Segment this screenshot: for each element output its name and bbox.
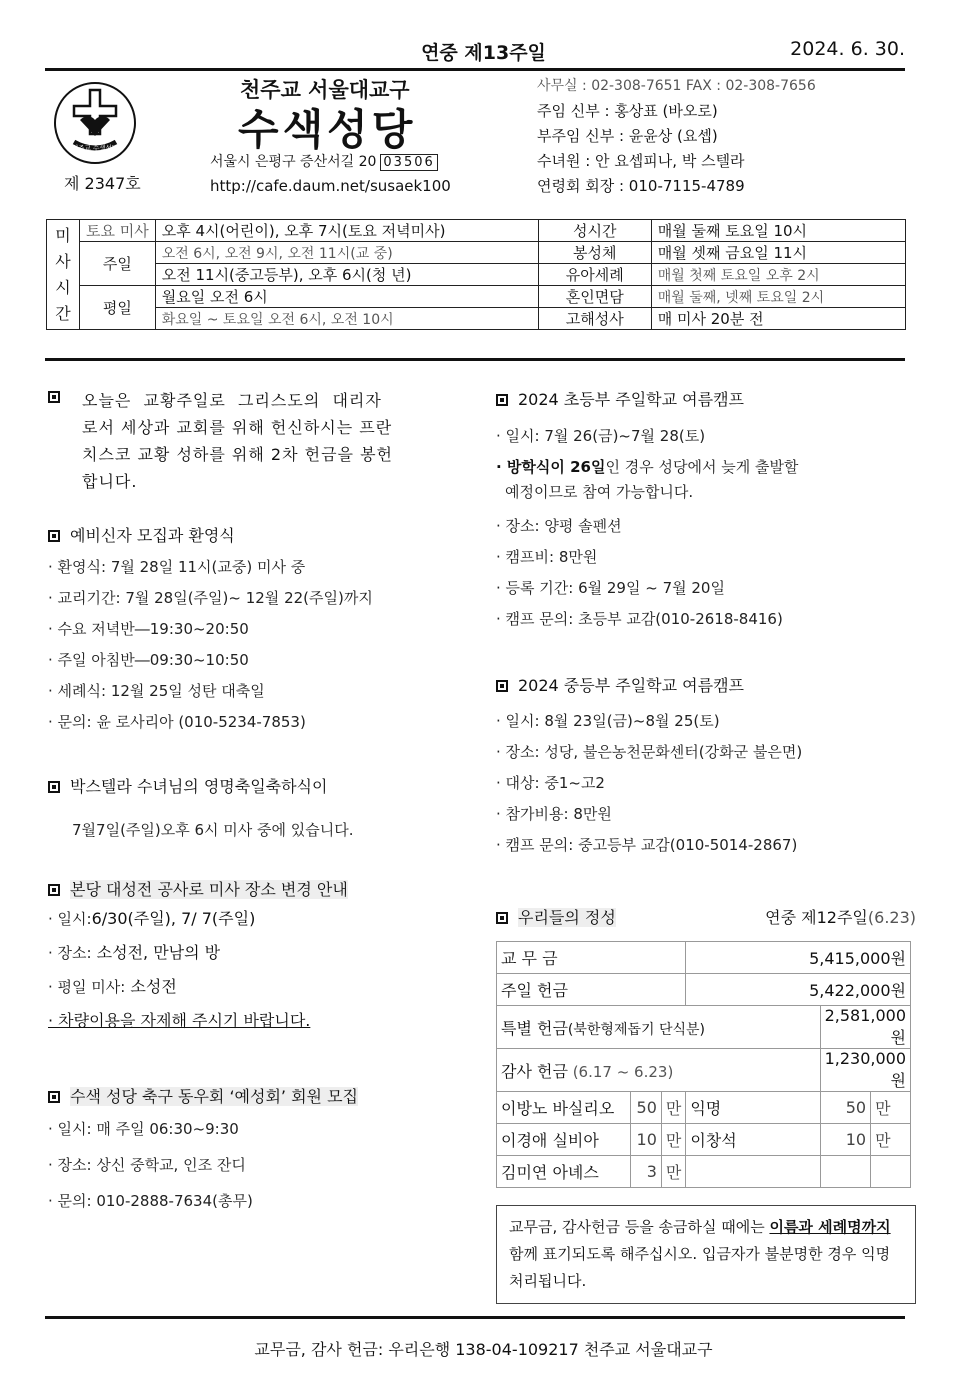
camp1-date: · 일시: 7월 26(금)~7월 28(토) (496, 427, 706, 445)
event-communion: 봉성체 (538, 242, 651, 264)
list-item: · 교리기간: 7월 28일(주일)~ 12월 22(주일)까지 (48, 589, 373, 607)
offering-label: 교 무 금 (497, 942, 686, 974)
camp1-note-2: 예정이므로 참여 가능합니다. (505, 483, 694, 501)
parish-name: 수색성당 (238, 105, 417, 154)
offering-label: 특별 헌금(북한형제돕기 단식분) (497, 1006, 821, 1049)
assistant-pastor: 부주임 신부 : 윤윤상 (요셉) (537, 127, 718, 145)
issue-number: 제 2347호 (64, 174, 141, 193)
intro-line: 로서 세상과 교회를 위해 헌신하시는 프란 (82, 418, 393, 437)
construction-section (48, 877, 468, 1037)
bank-account-footer: 교무금, 감사 헌금: 우리은행 138-04-109217 천주교 서울대교구 (254, 1340, 713, 1359)
donor-name: 이경애 실비아 (497, 1124, 631, 1156)
catechumen-section (48, 523, 468, 738)
list-item: · 환영식: 7월 28일 11시(교중) 미사 중 (48, 558, 306, 576)
donor-unit: 만 (661, 1124, 685, 1156)
contact-block (537, 74, 816, 199)
intro-line: 합니다. (82, 472, 138, 491)
soccer-title: 수색 성당 축구 동우회 ‘예성회’ 회원 모집 (48, 1084, 468, 1107)
parking-notice: · 차량이용을 자제해 주시기 바랍니다. (48, 1011, 311, 1030)
weekday-mass-time-2: 화요일 ~ 토요일 오전 6시, 오전 10시 (155, 308, 538, 330)
list-item: · 캠프 문의: 중고등부 교감(010-5014-2867) (496, 836, 798, 854)
sunday-mass-time-1: 오전 6시, 오전 9시, 오전 11시(교 중) (155, 242, 538, 264)
donor-name: 이창석 (686, 1124, 820, 1156)
donor-amount: 3 (631, 1156, 662, 1188)
table-row (497, 942, 911, 974)
weekday-mass-label: 평일 (80, 286, 156, 330)
parish-address (210, 151, 438, 171)
donor-amount (820, 1156, 871, 1188)
construction-place: · 장소: 소성전, 만남의 방 (48, 943, 221, 962)
offering-week: 연중 제12주일(6.23) (765, 908, 916, 927)
offering-amount: 1,230,000원 (820, 1049, 910, 1092)
offering-label: 감사 헌금 (6.17 ~ 6.23) (497, 1049, 821, 1092)
donor-unit: 만 (661, 1156, 685, 1188)
donor-row (497, 1156, 911, 1188)
camp1-section (496, 387, 916, 635)
list-item: · 세례식: 12월 25일 성탄 대축일 (48, 682, 265, 700)
list-item: · 장소: 양평 솔펜션 (496, 517, 622, 535)
holy-hour-time: 매월 둘째 토요일 10시 (651, 220, 905, 242)
offering-title: 우리들의 정성 연중 제12주일(6.23) (496, 905, 916, 928)
list-item: · 문의: 010-2888-7634(총무) (48, 1192, 253, 1210)
construction-weekday: · 평일 미사: 소성전 (48, 977, 177, 996)
table-row (497, 1006, 911, 1049)
donor-unit (871, 1156, 911, 1188)
donor-unit: 만 (871, 1124, 911, 1156)
list-item: · 수요 저녁반―19:30~20:50 (48, 620, 249, 638)
funeral-council: 연령회 회장 : 010-7115-4789 (537, 177, 745, 195)
list-item: · 캠프비: 8만원 (496, 548, 598, 566)
offering-amount: 5,415,000원 (686, 942, 911, 974)
saturday-mass-time: 오후 4시(어린이), 오후 7시(토요 저녁미사) (155, 220, 538, 242)
donor-amount: 50 (631, 1092, 662, 1124)
construction-title: 본당 대성전 공사로 미사 장소 변경 안내 (48, 877, 468, 900)
donor-amount: 50 (820, 1092, 871, 1124)
construction-date: · 일시:6/30(주일), 7/ 7(주일) (48, 909, 256, 928)
convent: 수녀원 : 안 요셉피나, 박 스텔라 (537, 152, 745, 170)
donor-amount: 10 (631, 1124, 662, 1156)
list-item: · 캠프 문의: 초등부 교감(010-2618-8416) (496, 610, 783, 628)
list-item: · 참가비용: 8만원 (496, 805, 612, 823)
event-marriage: 혼인면담 (538, 286, 651, 308)
mass-schedule-table (46, 219, 906, 330)
communion-time: 매월 셋째 금요일 11시 (651, 242, 905, 264)
weekday-mass-time-1: 월요일 오전 6시 (155, 286, 538, 308)
event-confession: 고해성사 (538, 308, 651, 330)
camp1-note: · 방학식이 26일인 경우 성당에서 늦게 출발할 (496, 458, 799, 476)
donor-name (686, 1156, 820, 1188)
logo-text: 천주교 수색성당 (71, 144, 119, 152)
archdiocese-name: 천주교 서울대교구 (240, 78, 410, 102)
offering-amount: 5,422,000원 (686, 974, 911, 1006)
office-phone: 사무실 : 02-308-7651 FAX : 02-308-7656 (537, 78, 816, 94)
intro-notice (48, 387, 458, 495)
list-item: · 문의: 윤 로사리아 (010-5234-7853) (48, 713, 306, 731)
event-infant-baptism: 유아세례 (538, 264, 651, 286)
infant-baptism-time: 매월 첫째 토요일 오후 2시 (651, 264, 905, 286)
sister-feast-section (48, 774, 468, 840)
list-item: · 장소: 성당, 불은농천문화센터(강화군 불은면) (496, 743, 803, 761)
saturday-mass-label: 토요 미사 (80, 220, 156, 242)
offering-table (496, 941, 911, 1188)
intro-line: 오늘은 교황주일로 그리스도의 대리자 (82, 391, 382, 410)
list-item: · 일시: 매 주일 06:30~9:30 (48, 1120, 239, 1138)
catechumen-title: 예비신자 모집과 환영식 (48, 523, 468, 546)
list-item: · 장소: 상신 중학교, 인조 잔디 (48, 1156, 246, 1174)
middle-rule (45, 358, 905, 361)
sunday-mass-label: 주일 (80, 242, 156, 286)
donor-name: 김미연 아녜스 (497, 1156, 631, 1188)
camp2-section (496, 673, 916, 861)
donor-row (497, 1092, 911, 1124)
list-item: · 등록 기간: 6월 29일 ~ 7월 20일 (496, 579, 725, 597)
soccer-section (48, 1084, 468, 1219)
donor-name: 이방노 바실리오 (497, 1092, 631, 1124)
sister-feast-body: 7월7일(주일)오후 6시 미사 중에 있습니다. (72, 821, 354, 839)
cafe-url[interactable]: http://cafe.daum.net/susaek100 (210, 177, 451, 195)
zip-code: 03506 (380, 154, 437, 171)
remittance-note: 교무금, 감사헌금 등을 송금하실 때에는 이름과 세례명까지 함께 표기되도록 해주십시오. 입금자가 불분명한 경우 익명 처리됩니다. (496, 1205, 916, 1304)
mass-time-label: 미 사 시 간 (47, 220, 80, 330)
donor-unit: 만 (871, 1092, 911, 1124)
marriage-time: 매월 둘째, 넷째 토요일 2시 (651, 286, 905, 308)
offering-label: 주일 헌금 (497, 974, 686, 1006)
donor-name: 익명 (686, 1092, 820, 1124)
address-text: 서울시 은평구 증산서길 20 (210, 154, 377, 170)
list-item: · 대상: 중1~고2 (496, 774, 605, 792)
camp2-title: 2024 중등부 주일학교 여름캠프 (496, 673, 916, 696)
donor-amount: 10 (820, 1124, 871, 1156)
top-rule (45, 68, 905, 71)
donor-row (497, 1124, 911, 1156)
camp1-title: 2024 초등부 주일학교 여름캠프 (496, 387, 916, 410)
bulletin-date: 2024. 6. 30. (790, 38, 905, 60)
confession-time: 매 미사 20분 전 (651, 308, 905, 330)
parish-logo-icon (52, 80, 138, 166)
table-row (497, 974, 911, 1006)
bottom-rule (45, 1316, 905, 1319)
intro-line: 치스코 교황 성하를 위해 2차 헌금을 봉헌 (82, 445, 393, 464)
week-title: 연중 제13주일 (421, 42, 546, 64)
event-holy-hour: 성시간 (538, 220, 651, 242)
pastor: 주임 신부 : 홍상표 (바오로) (537, 102, 718, 120)
list-item: · 주일 아침반―09:30~10:50 (48, 651, 249, 669)
donor-unit: 만 (661, 1092, 685, 1124)
sunday-mass-time-2: 오전 11시(중고등부), 오후 6시(청 년) (155, 264, 538, 286)
sister-feast-title: 박스텔라 수녀님의 영명축일축하식이 (48, 774, 468, 797)
list-item: · 일시: 8월 23일(금)~8월 25(토) (496, 712, 720, 730)
table-row (497, 1049, 911, 1092)
offering-amount: 2,581,000원 (820, 1006, 910, 1049)
